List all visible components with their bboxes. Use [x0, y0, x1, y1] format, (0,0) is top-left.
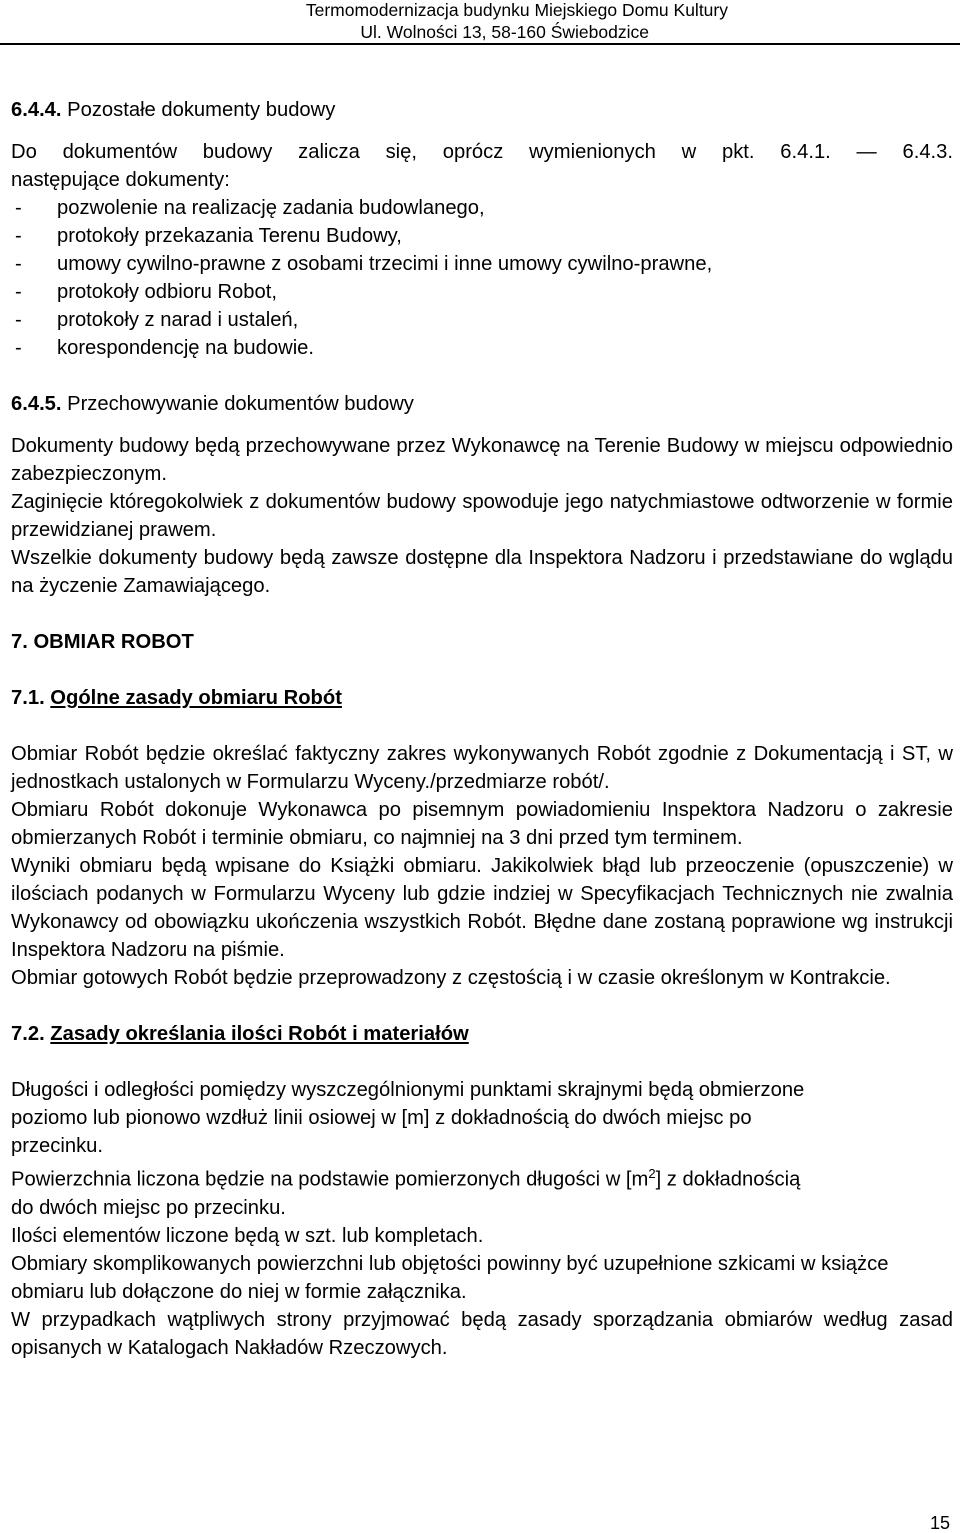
- list-dash: -: [15, 197, 22, 219]
- section-6-4-5-paragraph-1: Dokumenty budowy będą przechowywane przez Wykonawcę na Terenie Budowy w miejscu odpowiednio zabezpieczonym.: [11, 435, 953, 485]
- section-6-4-5-paragraph-3: Wszelkie dokumenty budowy będą zawsze dostępne dla Inspektora Nadzoru i przedstawiane do wglądu na życzenie Zamawiającego.: [11, 547, 953, 597]
- section-6-4-5-paragraph-2: Zaginięcie któregokolwiek z dokumentów budowy spowoduje jego natychmiastowe odtworzenie w formie przewidzianej prawem.: [11, 491, 953, 541]
- page-number: 15: [929, 1513, 950, 1533]
- paragraph-text: ] z dokładnością do dwóch miejsc po przecinku.: [11, 1168, 801, 1219]
- section-7-2-heading: [11, 1020, 953, 1048]
- list-dash: -: [15, 337, 22, 359]
- section-7-1-paragraph-4: Obmiar gotowych Robót będzie przeprowadzony z częstością i w czasie określonym w Kontrakcie.: [11, 967, 891, 989]
- section-7-1-heading: [11, 684, 953, 712]
- section-7-1-paragraph-3: Wyniki obmiaru będą wpisane do Książki obmiaru. Jakikolwiek błąd lub przeoczenie (opuszczenie) w ilościach podanych w Formularzu Wyceny lub gdzie indziej w Specyfikacjach Technicznych nie zwalnia Wykonawcy od obowiązku ukończenia wszystkich Robót. Błędne dane zostaną poprawione wg instrukcji Inspektora Nadzoru na piśmie.: [11, 855, 953, 961]
- section-7-2-paragraph-2: [11, 1160, 953, 1222]
- section-7-2-paragraph-5: W przypadkach wątpliwych strony przyjmować będą zasady sporządzania obmiarów według zasad opisanych w Katalogach Nakładów Rzeczowych.: [11, 1308, 953, 1359]
- list-dash: -: [15, 309, 22, 331]
- superscript: 2: [648, 1166, 656, 1181]
- page-header: [0, 0, 960, 40]
- section-title: Zasady określania ilości Robót i materiałów: [50, 1023, 469, 1045]
- list-item-text: pozwolenie na realizację zadania budowlanego,: [57, 197, 485, 219]
- document-body: [11, 96, 953, 1362]
- section-7-1-paragraph-1: Obmiar Robót będzie określać faktyczny zakres wykonywanych Robót zgodnie z Dokumentacją i ST, w jednostkach ustalonych w Formularzu Wyceny./przedmiarze robót/.: [11, 743, 953, 793]
- list-item-text: korespondencję na budowie.: [57, 337, 315, 359]
- section-number: 6.4.4.: [11, 99, 62, 121]
- section-title: Pozostałe dokumenty budowy: [61, 99, 336, 121]
- list-item: [11, 222, 953, 250]
- list-item-text: protokoły przekazania Terenu Budowy,: [57, 225, 402, 247]
- section-7-2-paragraph-3: Ilości elementów liczone będą w szt. lub kompletach.: [11, 1224, 484, 1247]
- section-6-4-4-intro-2: następujące dokumenty:: [11, 169, 230, 191]
- section-6-4-5-heading: [11, 390, 953, 418]
- list-item-text: protokoły odbioru Robot,: [57, 281, 277, 303]
- section-7-2-paragraph-4: Obmiary skomplikowanych powierzchni lub objętości powinny być uzupełnione szkicami w książce obmiaru lub dołączone do niej w formie załącznika.: [11, 1252, 889, 1303]
- section-7-2-paragraph-1: Długości i odległości pomiędzy wyszczególnionymi punktami skrajnymi będą obmierzone poziomo lub pionowo wzdłuż linii osiowej w [m] z dokładnością do dwóch miejsc po przecinku.: [11, 1079, 805, 1157]
- section-number: 6.4.5.: [11, 393, 62, 415]
- list-dash: -: [15, 253, 22, 275]
- section-7-heading: 7. OBMIAR ROBOT: [11, 631, 194, 653]
- list-item: [11, 250, 953, 278]
- section-6-4-4-intro-1: Do dokumentów budowy zalicza się, oprócz wymienionych w pkt. 6.4.1. — 6.4.3.: [11, 141, 953, 163]
- section-title: Ogólne zasady obmiaru Robót: [50, 687, 342, 709]
- header-divider: [0, 43, 960, 45]
- section-6-4-4-heading: [11, 96, 953, 124]
- header-address: Ul. Wolności 13, 58-160 Świebodzice: [360, 22, 649, 42]
- list-dash: -: [15, 281, 22, 303]
- section-number: 7.1.: [11, 687, 45, 709]
- list-item-text: protokoły z narad i ustaleń,: [57, 309, 299, 331]
- section-number: 7.2.: [11, 1023, 45, 1045]
- paragraph-text: Powierzchnia liczona będzie na podstawie pomierzonych długości w [m: [11, 1168, 649, 1191]
- list-item: [11, 194, 953, 222]
- section-7-1-paragraph-2: Obmiaru Robót dokonuje Wykonawca po pisemnym powiadomieniu Inspektora Nadzoru o zakresie obmierzanych Robót i terminie obmiaru, co najmniej na 3 dni przed tym terminem.: [11, 799, 953, 849]
- list-item-text: umowy cywilno-prawne z osobami trzecimi i inne umowy cywilno-prawne,: [57, 253, 713, 275]
- section-title: Przechowywanie dokumentów budowy: [61, 393, 414, 415]
- list-item: [11, 306, 953, 334]
- list-dash: -: [15, 225, 22, 247]
- list-item: [11, 334, 953, 362]
- list-item: [11, 278, 953, 306]
- header-title: Termomodernizacja budynku Miejskiego Domu Kultury: [305, 0, 728, 20]
